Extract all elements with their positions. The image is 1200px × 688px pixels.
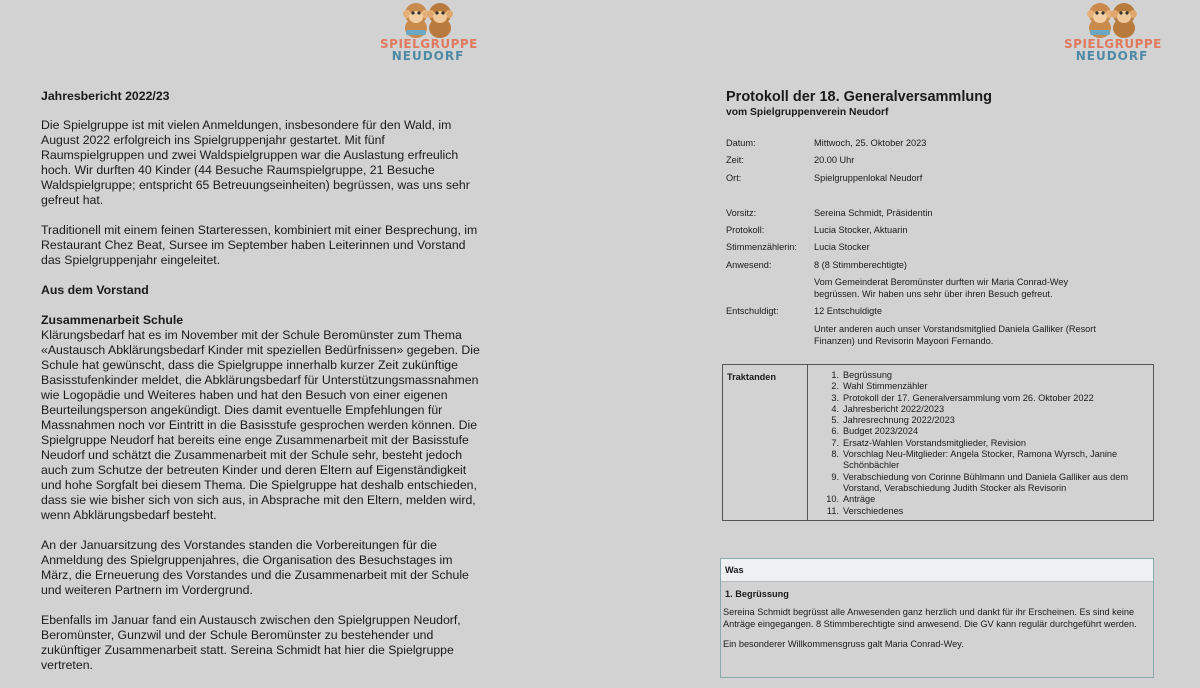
item-text: Anträge: [843, 494, 876, 505]
minutes-subtitle: vom Spielgruppenverein Neudorf: [726, 107, 889, 118]
monkeys-logo-icon: [1082, 0, 1142, 38]
item-number: 9.: [831, 471, 839, 482]
monkeys-logo-icon: [398, 0, 458, 38]
was-paragraph-2: Ein besonderer Willkommensgruss galt Maria Conrad-Wey.: [723, 639, 964, 649]
traktanden-list: [821, 370, 1151, 517]
item-text: Verschiedenes: [843, 505, 904, 516]
list-item: [821, 370, 1151, 381]
list-item: [821, 415, 1151, 426]
item-number: 11.: [826, 505, 839, 516]
annual-report-page: [41, 89, 481, 688]
list-item: [821, 426, 1151, 437]
was-header: Was: [721, 559, 1153, 582]
report-paragraph-5: Ebenfalls im Januar fand ein Austausch zwischen den Spielgruppen Neudorf, Beromünster, Gunzwil und der Schule Beromünster zu bestehender und zukünftiger Zusammenarbeit statt. Sereina Schmidt hat hier die Spielgruppe vertreten.: [41, 613, 461, 672]
item-text: Jahresbericht 2022/2023: [843, 403, 945, 414]
item-number: 5.: [831, 415, 839, 426]
minutes-title: Protokoll der 18. Generalversammlung: [726, 89, 992, 105]
logo-right: [1064, 0, 1160, 62]
item-text: Vorschlag Neu-Mitglieder: Angela Stocker, Ramona Wyrsch, Janine Schönbächler: [843, 449, 1118, 471]
traktanden-table: [722, 364, 1154, 521]
item-number: 7.: [831, 437, 839, 448]
was-paragraph-1: Sereina Schmidt begrüsst alle Anwesenden ganz herzlich und dankt für ihr Erscheinen. Es sind keine Anträge eingegangen. 8 Stimmberechtigte sind anwesend. Die GV kann regulär durchgeführt werden.: [723, 607, 1137, 629]
list-item: [821, 494, 1151, 505]
info-key: Anwesend:: [726, 260, 772, 270]
info-key: Zeit:: [726, 155, 744, 165]
item-text: Begrüssung: [843, 370, 893, 380]
traktanden-label: Traktanden: [723, 365, 808, 520]
info-key: Ort:: [726, 173, 742, 183]
report-title: Jahresbericht 2022/23: [41, 89, 170, 103]
logo-text-line2: NEUDORF: [391, 49, 465, 63]
info-value: Vom Gemeinderat Beromünster durften wir Maria Conrad-Wey begrüssen. Wir haben uns sehr über ihren Besuch gefreut.: [814, 277, 1069, 299]
info-value: Spielgruppenlokal Neudorf: [814, 173, 923, 183]
info-value: Lucia Stocker: [814, 242, 870, 252]
list-item: [821, 381, 1151, 392]
info-key: Vorsitz:: [726, 208, 757, 218]
item-number: 8.: [831, 449, 839, 460]
was-item-heading: 1. Begrüssung: [725, 589, 789, 599]
was-table: [720, 558, 1154, 678]
info-key: Stimmenzählerin:: [726, 242, 797, 252]
info-value: Sereina Schmidt, Präsidentin: [814, 208, 933, 218]
item-text: Verabschiedung von Corinne Bühlmann und Daniela Galliker aus dem Vorstand, Verabschiedung Judith Stocker als Revisorin: [843, 471, 1128, 493]
report-paragraph-3: Klärungsbedarf hat es im November mit der Schule Beromünster zum Thema «Austausch Abklärungsbedarf Kinder mit speziellen Bedürfnissen» gegeben. Die Schule hat gewünscht, dass die Spielgruppe innerhalb kurzer Zeit zukünftige Basisstufenkinder meldet, die Abklärungsbedarf für Unterstützungsmassnahmen wie Logopädie und Weiteres haben und hat den Besuch von einer eigenen Beurteilungsperson angekündigt. Dies damit eventuelle Empfehlungen für Massnahmen noch vor Eintritt in die Basisstufe gesprochen werden können. Die Spielgruppe Neudorf hat bereits eine enge Zusammenarbeit mit der Basisstufe Neudorf und schätzt die Zusammenarbeit mit der Schule sehr, besteht jedoch auch zum Schutze der betreuten Kinder und deren Eltern auf Eigenständigkeit und hohe Sorgfalt bei diesem Thema. Die Spielgruppe hat deshalb entschieden, dass sie wie bisher sich von sich aus, in Absprache mit den Eltern, melden wird, wenn Abklärungsbedarf besteht.: [41, 328, 480, 522]
item-text: Ersatz-Wahlen Vorstandsmitglieder, Revision: [843, 437, 1026, 448]
info-value: Mittwoch, 25. Oktober 2023: [814, 138, 927, 148]
info-value: 20.00 Uhr: [814, 155, 855, 165]
item-text: Jahresrechnung 2022/2023: [843, 415, 955, 426]
section-heading: Aus dem Vorstand: [41, 283, 149, 297]
info-value: Unter anderen auch unser Vorstandsmitglied Daniela Galliker (Resort Finanzen) und Revisorin Mayoori Fernando.: [814, 324, 1096, 346]
item-number: 2.: [831, 381, 839, 392]
info-key: Protokoll:: [726, 225, 765, 235]
info-value: 8 (8 Stimmberechtigte): [814, 260, 907, 270]
info-value: Lucia Stocker, Aktuarin: [814, 225, 908, 235]
list-item: [821, 506, 1151, 517]
item-text: Wahl Stimmenzähler: [843, 381, 928, 392]
item-text: Budget 2023/2024: [843, 426, 919, 437]
info-key: Entschuldigt:: [726, 306, 779, 316]
report-paragraph-1: Die Spielgruppe ist mit vielen Anmeldungen, insbesondere für den Wald, im August 2022 erfolgreich ins Spielgruppenjahr gestartet. Mit fünf Raumspielgruppen und zwei Waldspielgruppen war die Auslastung erfreulich hoch. Wir durften 40 Kinder (44 Besuche Raumspielgruppe, 21 Besuche Waldspielgruppe; entspricht 65 Betreuungseinheiten) begrüssen, was uns sehr gefreut hat.: [41, 118, 470, 207]
logo-text-line1: SPIELGRUPPE: [1064, 37, 1162, 51]
item-number: 3.: [831, 392, 839, 403]
item-number: 6.: [831, 426, 839, 437]
info-value: 12 Entschuldigte: [814, 306, 882, 316]
list-item: [821, 449, 1151, 472]
info-key: Datum:: [726, 138, 756, 148]
item-number: 10.: [826, 494, 839, 505]
minutes-page: [723, 89, 1156, 649]
list-item: [821, 438, 1151, 449]
logo-text-line1: SPIELGRUPPE: [380, 37, 478, 51]
logo-text-line2: NEUDORF: [1075, 49, 1149, 63]
list-item: [821, 393, 1151, 404]
list-item: [821, 472, 1151, 495]
item-number: 1.: [831, 370, 839, 380]
logo-left: [380, 0, 476, 62]
item-text: Protokoll der 17. Generalversammlung vom 26. Oktober 2022: [843, 392, 1094, 403]
item-number: 4.: [831, 403, 839, 414]
subsection-heading: Zusammenarbeit Schule: [41, 313, 184, 327]
list-item: [821, 404, 1151, 415]
was-body: [721, 600, 1153, 650]
report-paragraph-4: An der Januarsitzung des Vorstandes standen die Vorbereitungen für die Anmeldung des Spielgruppenjahres, die Organisation des Besuchstages im März, die Erneuerung des Vorstandes und die Zusammenarbeit mit der Schule und weiteren Partnern im Vordergrund.: [41, 538, 469, 597]
report-paragraph-2: Traditionell mit einem feinen Starteressen, kombiniert mit einer Besprechung, im Restaurant Chez Beat, Sursee im September haben Leiterinnen und Vorstand das Spielgruppenjahr eingeleitet.: [41, 223, 478, 267]
